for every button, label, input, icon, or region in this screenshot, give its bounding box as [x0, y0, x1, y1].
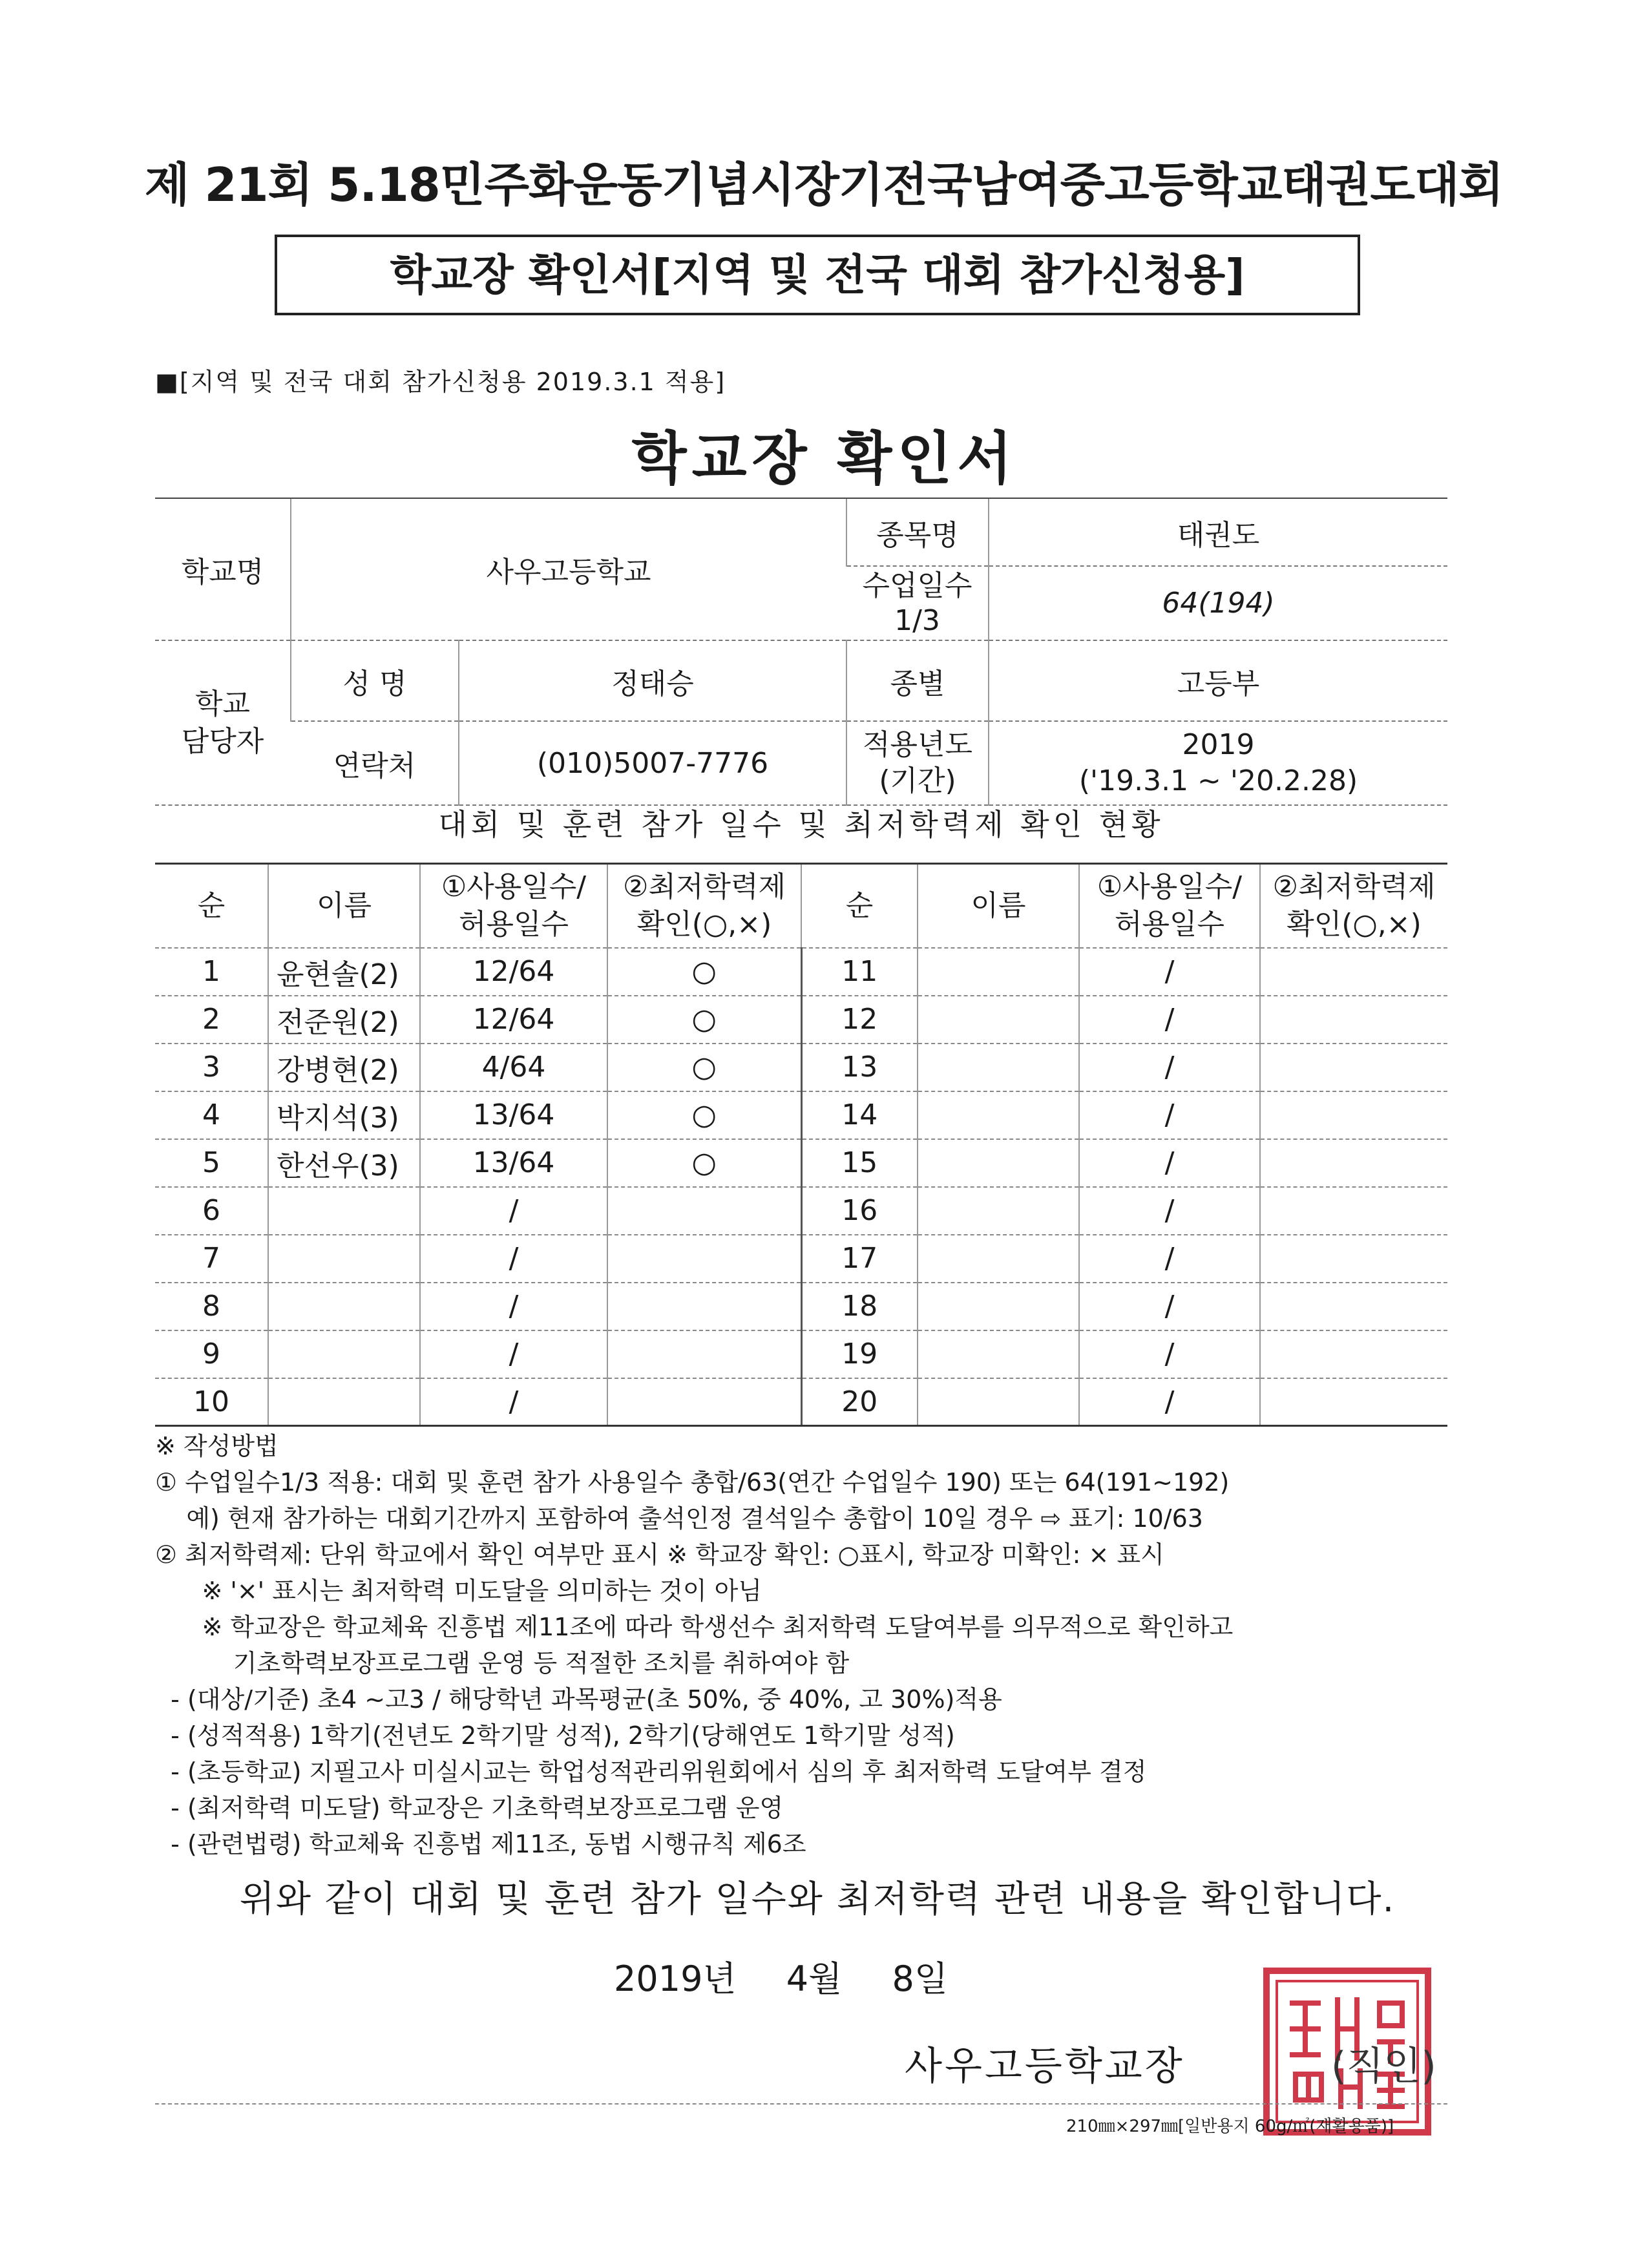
- row-no: 10: [155, 1378, 268, 1426]
- row-check: ○: [607, 1091, 801, 1139]
- row-days: /: [420, 1187, 607, 1235]
- paper-spec: 210㎜×297㎜[일반용지 60g/㎡(재활용품)]: [1066, 2117, 1394, 2136]
- row-days: 12/64: [420, 948, 607, 996]
- row-name-right: [918, 1378, 1079, 1426]
- form-type-title: 학교장 확인서[지역 및 전국 대회 참가신청용]: [275, 235, 1360, 315]
- row-no: 2: [155, 996, 268, 1044]
- header-min-academic-right: [1260, 864, 1447, 948]
- header-name: 이름: [268, 864, 420, 948]
- row-days: /: [420, 1283, 607, 1330]
- row-name-right: [918, 1091, 1079, 1139]
- note-line: - (초등학교) 지필고사 미실시교는 학업성적관리위원회에서 심의 후 최저학력 도달여부 결정: [155, 1758, 1147, 1786]
- row-days-right: /: [1079, 948, 1260, 996]
- issue-year: 2019년: [614, 1958, 737, 1999]
- table-row: [155, 1187, 1447, 1235]
- header-min-line2: 확인(○,×): [636, 907, 772, 941]
- row-days: /: [420, 1330, 607, 1378]
- table-row: [155, 1091, 1447, 1139]
- note-line: ① 수업일수1/3 적용: 대회 및 훈련 참가 사용일수 총합/63(연간 수업일수 190) 또는 64(191~192): [155, 1468, 1230, 1496]
- row-days-right: /: [1079, 1235, 1260, 1283]
- table-row: [155, 996, 1447, 1044]
- class-days-label-line2: 1/3: [894, 604, 940, 637]
- apply-year-value-line1: 2019: [1182, 728, 1255, 761]
- header-min-academic: [607, 864, 801, 948]
- table-row: [155, 948, 1447, 996]
- header-no-right: 순: [801, 864, 918, 948]
- row-check-right: [1260, 996, 1447, 1044]
- header-days-right-line2: 허용일수: [1114, 907, 1224, 941]
- header-no: 순: [155, 864, 268, 948]
- issue-month: 4월: [786, 1958, 843, 1999]
- row-days-right: /: [1079, 996, 1260, 1044]
- row-no: 7: [155, 1235, 268, 1283]
- apply-year-label-line1: 적용년도: [862, 728, 972, 761]
- row-name: 전준원(2): [268, 996, 420, 1044]
- row-check: ○: [607, 1044, 801, 1091]
- note-line: 기초학력보장프로그램 운영 등 적절한 조치를 취하여야 함: [155, 1649, 850, 1677]
- apply-year-value: [989, 721, 1447, 805]
- header-days-right-line1: ①사용일수/: [1097, 870, 1243, 903]
- row-name-right: [918, 1187, 1079, 1235]
- section-heading: 대회 및 훈련 참가 일수 및 최저학력제 확인 현황: [438, 807, 1164, 842]
- header-days: [420, 864, 607, 948]
- issue-date: [614, 1951, 987, 2001]
- class-days-value: 64(194): [989, 566, 1447, 640]
- row-days: /: [420, 1378, 607, 1426]
- row-check-right: [1260, 948, 1447, 996]
- row-no-right: 17: [801, 1235, 918, 1283]
- row-name: 강병현(2): [268, 1044, 420, 1091]
- row-no-right: 12: [801, 996, 918, 1044]
- row-days: 4/64: [420, 1044, 607, 1091]
- note-line: - (대상/기준) 초4 ~고3 / 해당학년 과목평균(초 50%, 중 40%, 고 30%)적용: [155, 1685, 1002, 1714]
- row-name: [268, 1235, 420, 1283]
- note-line: - (성적적용) 1학기(전년도 2학기말 성적), 2학기(당해연도 1학기말 성적): [155, 1721, 955, 1750]
- row-no: 6: [155, 1187, 268, 1235]
- row-no-right: 16: [801, 1187, 918, 1235]
- row-name-right: [918, 1235, 1079, 1283]
- row-check-right: [1260, 1283, 1447, 1330]
- row-name: [268, 1283, 420, 1330]
- row-name: 박지석(3): [268, 1091, 420, 1139]
- header-name-right: 이름: [918, 864, 1079, 948]
- header-min-line1: ②최저학력제: [623, 870, 786, 903]
- row-check: ○: [607, 948, 801, 996]
- row-no-right: 13: [801, 1044, 918, 1091]
- school-name-value: 사우고등학교: [291, 498, 846, 640]
- row-no-right: 18: [801, 1283, 918, 1330]
- row-no: 5: [155, 1139, 268, 1187]
- event-label: 종목명: [846, 498, 989, 566]
- issue-day: 8일: [892, 1958, 948, 1999]
- principal-title: 사우고등학교장: [905, 2044, 1185, 2089]
- note-line: ② 최저학력제: 단위 학교에서 확인 여부만 표시 ※ 학교장 확인: ○표시, 학교장 미확인: × 표시: [155, 1540, 1164, 1569]
- document-title: 학교장 확인서: [631, 425, 1018, 492]
- row-check: ○: [607, 1139, 801, 1187]
- row-check-right: [1260, 1091, 1447, 1139]
- row-days-right: /: [1079, 1139, 1260, 1187]
- row-days-right: /: [1079, 1187, 1260, 1235]
- row-days: 13/64: [420, 1139, 607, 1187]
- school-info-table: [155, 498, 1447, 806]
- bottom-divider: [155, 2103, 1447, 2105]
- row-no: 9: [155, 1330, 268, 1378]
- manager-label-line2: 담당자: [181, 724, 264, 758]
- row-check-right: [1260, 1330, 1447, 1378]
- note-line: ※ 학교장은 학교체육 진흥법 제11조에 따라 학생선수 최저학력 도달여부를 의무적으로 확인하고: [155, 1613, 1234, 1641]
- row-name: [268, 1187, 420, 1235]
- row-days-right: /: [1079, 1091, 1260, 1139]
- division-value: 고등부: [989, 640, 1447, 721]
- row-check-right: [1260, 1187, 1447, 1235]
- row-no: 3: [155, 1044, 268, 1091]
- event-value: 태권도: [989, 498, 1447, 566]
- row-name: [268, 1378, 420, 1426]
- manager-label: [155, 640, 291, 805]
- row-no-right: 19: [801, 1330, 918, 1378]
- header-min-right-line2: 확인(○,×): [1287, 907, 1422, 941]
- row-check: [607, 1187, 801, 1235]
- table-header-row: [155, 864, 1447, 948]
- row-check-right: [1260, 1139, 1447, 1187]
- writing-instructions: [155, 1428, 1499, 1862]
- form-subnote: ■[지역 및 전국 대회 참가신청용 2019.3.1 적용]: [155, 368, 726, 396]
- row-check: [607, 1378, 801, 1426]
- table-row: [155, 1378, 1447, 1426]
- row-days: /: [420, 1235, 607, 1283]
- row-no-right: 20: [801, 1378, 918, 1426]
- row-name-right: [918, 1139, 1079, 1187]
- row-no-right: 11: [801, 948, 918, 996]
- apply-year-label-line2: (기간): [879, 764, 956, 797]
- row-check: [607, 1330, 801, 1378]
- table-row: [155, 1283, 1447, 1330]
- row-no: 4: [155, 1091, 268, 1139]
- table-row: [155, 1044, 1447, 1091]
- row-name-right: [918, 996, 1079, 1044]
- class-days-label-line1: 수업일수: [862, 569, 972, 602]
- manager-name-value: 정태승: [459, 640, 846, 721]
- header-days-line1: ①사용일수/: [441, 870, 587, 903]
- row-days-right: /: [1079, 1044, 1260, 1091]
- table-row: [155, 1235, 1447, 1283]
- row-check-right: [1260, 1044, 1447, 1091]
- row-days: 12/64: [420, 996, 607, 1044]
- row-no: 8: [155, 1283, 268, 1330]
- seal-label: (직인): [1331, 2044, 1436, 2089]
- header-min-right-line1: ②최저학력제: [1272, 870, 1436, 903]
- row-name: 한선우(3): [268, 1139, 420, 1187]
- row-name-right: [918, 948, 1079, 996]
- row-check: [607, 1235, 801, 1283]
- row-name-right: [918, 1283, 1079, 1330]
- row-no: 1: [155, 948, 268, 996]
- row-days-right: /: [1079, 1330, 1260, 1378]
- manager-label-line1: 학교: [194, 687, 250, 720]
- event-title: 제 21회 5.18민주화운동기념시장기전국남여중고등학교태권도대회: [144, 158, 1504, 212]
- row-name: 윤현솔(2): [268, 948, 420, 996]
- header-days-line2: 허용일수: [458, 907, 569, 941]
- row-check: ○: [607, 996, 801, 1044]
- row-no-right: 15: [801, 1139, 918, 1187]
- note-line: 예) 현재 참가하는 대회기간까지 포함하여 출석인정 결석일수 총합이 10일 경우 ⇨ 표기: 10/63: [155, 1504, 1203, 1533]
- row-days-right: /: [1079, 1283, 1260, 1330]
- manager-name-label: 성 명: [291, 640, 459, 721]
- header-days-right: [1079, 864, 1260, 948]
- row-no-right: 14: [801, 1091, 918, 1139]
- note-line: ※ 작성방법: [155, 1432, 278, 1460]
- division-label: 종별: [846, 640, 989, 721]
- table-row: [155, 1330, 1447, 1378]
- row-check: [607, 1283, 801, 1330]
- row-check-right: [1260, 1378, 1447, 1426]
- row-name: [268, 1330, 420, 1378]
- row-days: 13/64: [420, 1091, 607, 1139]
- row-check-right: [1260, 1235, 1447, 1283]
- row-days-right: /: [1079, 1378, 1260, 1426]
- participation-table: [155, 863, 1447, 1427]
- apply-year-value-line2: ('19.3.1 ~ '20.2.28): [1078, 764, 1358, 797]
- note-line: - (최저학력 미도달) 학교장은 기초학력보장프로그램 운영: [155, 1794, 784, 1822]
- note-line: - (관련법령) 학교체육 진흥법 제11조, 동법 시행규칙 제6조: [155, 1830, 806, 1858]
- school-name-label: 학교명: [155, 498, 291, 640]
- row-name-right: [918, 1330, 1079, 1378]
- table-row: [155, 1139, 1447, 1187]
- apply-year-label: [846, 721, 989, 805]
- class-days-label: [846, 566, 989, 640]
- row-name-right: [918, 1044, 1079, 1091]
- confirmation-statement: 위와 같이 대회 및 훈련 참가 일수와 최저학력 관련 내용을 확인합니다.: [239, 1878, 1396, 1920]
- contact-value: (010)5007-7776: [459, 721, 846, 805]
- note-line: ※ '×' 표시는 최저학력 미도달을 의미하는 것이 아님: [155, 1577, 762, 1605]
- contact-label: 연락처: [291, 721, 459, 805]
